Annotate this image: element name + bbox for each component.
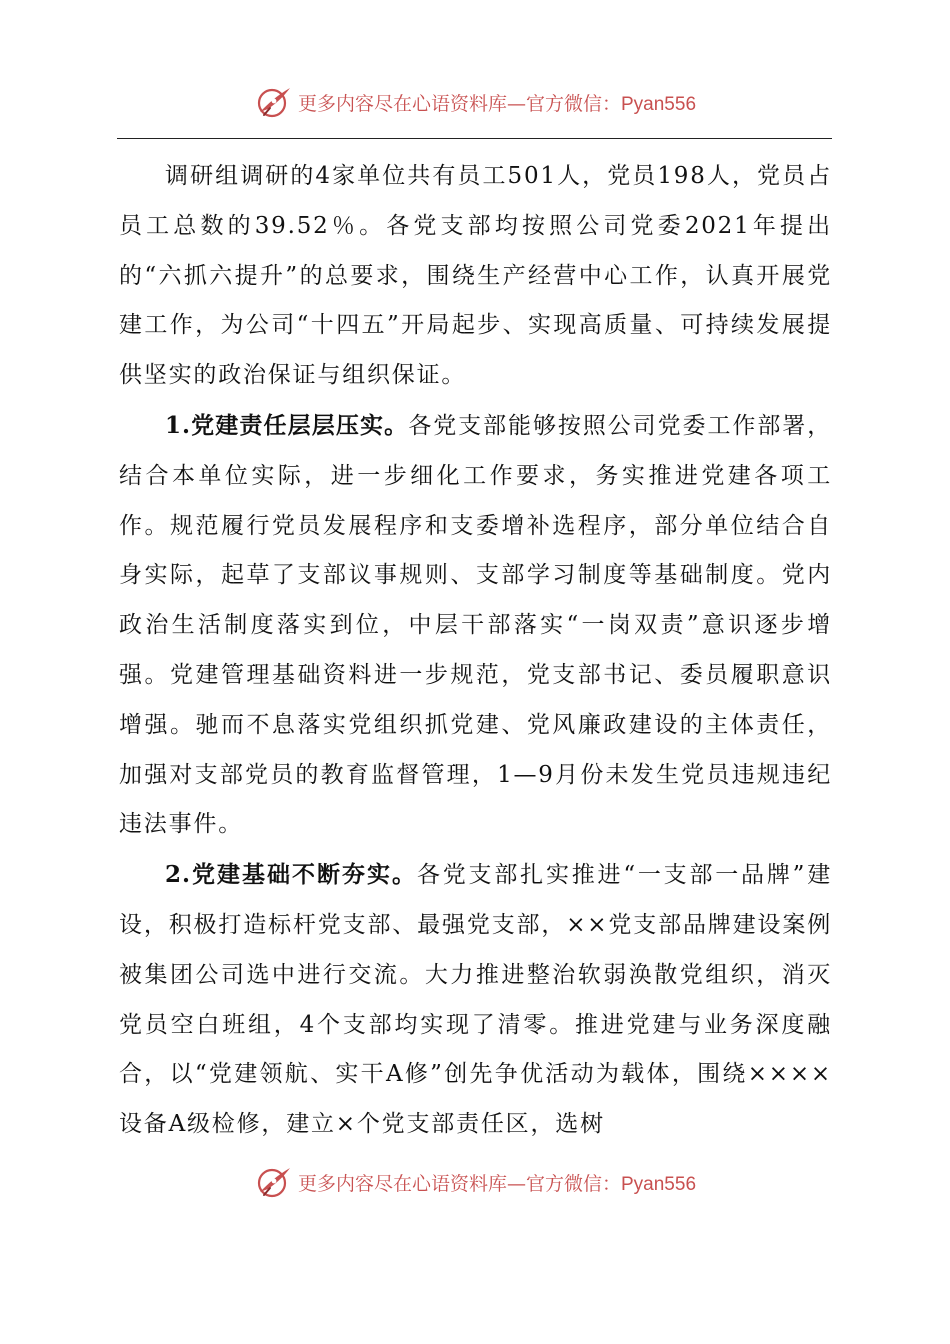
document-body [119,152,832,1150]
paragraph-text: 调研组调研的4家单位共有员工501人，党员198人，党员占员工总数的39.52％。各党支部均按照公司党委2021年提出的“六抓六提升”的总要求，围绕生产经营中心工作，认真开展党建工作，为公司“十四五”开局起步、实现高质量、可持续发展提供坚实的政治保证与组织保证。 [119,163,832,389]
wechat-id: Pyan556 [621,1173,697,1195]
banner-text [298,89,696,116]
paragraph-responsibility [119,401,832,850]
paragraph-heading: 1.党建责任层层压实。 [165,411,409,439]
header-banner [0,80,950,124]
banner-text [298,1169,696,1196]
paragraph-text: 各党支部扎实推进“一支部一品牌”建设，积极打造标杆党支部、最强党支部，××党支部品牌建设案例被集团公司选中进行交流。大力推进整治软弱涣散党组织，消灭党员空白班组，4个支部均实现了清零。推进党建与业务深度融合，以“党建领航、实干A修”创先争优活动为载体，围绕××××设备A级检修，建立×个党支部责任区，选树 [119,862,832,1138]
paragraph-intro [119,152,832,401]
quill-pen-circle-icon [254,82,294,122]
paragraph-foundation [119,850,832,1150]
paragraph-text: 各党支部能够按照公司党委工作部署，结合本单位实际，进一步细化工作要求，务实推进党建各项工作。规范履行党员发展程序和支委增补选程序，部分单位结合自身实际，起草了支部议事规则、支部学习制度等基础制度。党内政治生活制度落实到位，中层干部落实“一岗双责”意识逐步增强。党建管理基础资料进一步规范，党支部书记、委员履职意识增强。驰而不息落实党组织抓党建、党风廉政建设的主体责任，加强对支部党员的教育监督管理，1—9月份未发生党员违规违纪违法事件。 [119,412,832,838]
paragraph-heading: 2.党建基础不断夯实。 [165,861,417,889]
wechat-id: Pyan556 [621,93,697,115]
header-divider [117,138,832,139]
footer-banner [0,1160,950,1204]
banner-slogan: 更多内容尽在心语资料库—官方微信： [297,1172,621,1195]
quill-pen-circle-icon [254,1162,294,1202]
banner-slogan: 更多内容尽在心语资料库—官方微信： [297,92,621,115]
